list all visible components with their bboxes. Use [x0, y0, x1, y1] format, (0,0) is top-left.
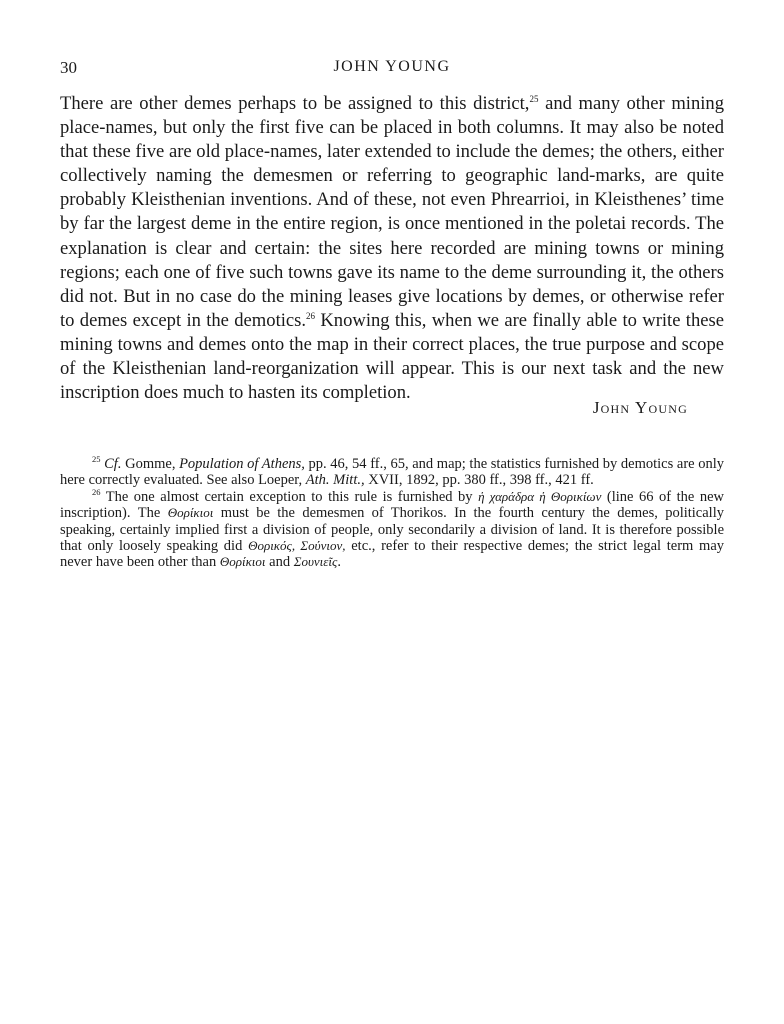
footnote-26-greek-5: Σουνιεῖς [293, 554, 338, 570]
footnote-25-work-2: Ath. Mitt., [305, 472, 365, 489]
footnote-26-greek-4: Θορίκιοι [219, 554, 266, 570]
body-text-b: and many other mining place-names, but only the first five can be placed in both columns. It may also be noted that these five are old place-names, later extended to include the demes; the others, either collectively naming the demesmen or referring to geographic land-marks, are quite probably Kleisthenian inventions. And of these, not even Phrearrioi, in Kleisthenes’ time by far the largest deme in the entire region, is once mentioned in the poletai records. The explanation is clear and certain: the sites here recorded are mining towns or mining regions; each one of five such towns gave its name to the deme surrounding it, the others did not. But in no case do the mining leases give locations by demes, or otherwise refer to demes except in the demotics. [60, 93, 725, 331]
footnote-26 [60, 486, 725, 571]
footnote-26-greek-2: Θορίκιοι [167, 505, 214, 521]
footnote-26-text-3: must be the demesmen of Thorikos. In the fourth century the demes, politically speaking, certainly implied first a division of people, only secondarily a division of land. It is therefore possible that only loosely speaking did [60, 505, 724, 555]
footnote-26-text-5: and [265, 554, 294, 571]
running-head: JOHN YOUNG [333, 58, 451, 75]
footnote-26-greek-1: ἡ χαράδρα ἡ Θορικίων [478, 488, 602, 504]
footnote-26-greek-3: Θορικός, Σούνιον, [248, 538, 346, 554]
body-text-c: Knowing this, when we are finally able to write these mining towns and demes onto the map in their correct places, the true purpose and scope of the Kleisthenian land-reorganization will appear. This is our next task and the new inscription does much to hasten its completion. [60, 309, 724, 404]
footnote-marker-25: 25 [92, 454, 101, 465]
author-signature: John Young [592, 398, 688, 417]
footnote-ref-26: 26 [306, 310, 316, 321]
page-number: 30 [60, 58, 77, 77]
body-text-a: There are other demes perhaps to be assigned to this district, [60, 93, 530, 114]
footnotes [60, 456, 724, 571]
footnote-25-text-2: pp. 46, 54 ff., 65, and map; the statistics furnished by demotics are only here correctly evaluated. See also Loeper, [60, 456, 724, 489]
body-paragraph [60, 92, 724, 405]
footnote-26-text-1: The one almost certain exception to this rule is furnished by [100, 488, 479, 505]
footnote-25-text-1: Gomme, [121, 456, 180, 472]
footnote-ref-25: 25 [529, 93, 539, 104]
footnote-25-work-1: Population of Athens, [179, 456, 305, 472]
footnote-25-cf: Cf. [104, 456, 122, 472]
footnote-25 [60, 456, 724, 489]
footnote-26-text-4: etc., refer to their respective demes; the strict legal term may never have been other than [60, 538, 725, 571]
footnote-26-text-6: . [337, 554, 341, 571]
footnote-marker-26: 26 [92, 486, 101, 497]
footnote-26-text-2: (line 66 of the new inscription). The [60, 488, 724, 522]
footnote-25-text-3: XVII, 1892, pp. 380 ff., 398 ff., 421 ff. [364, 472, 594, 489]
